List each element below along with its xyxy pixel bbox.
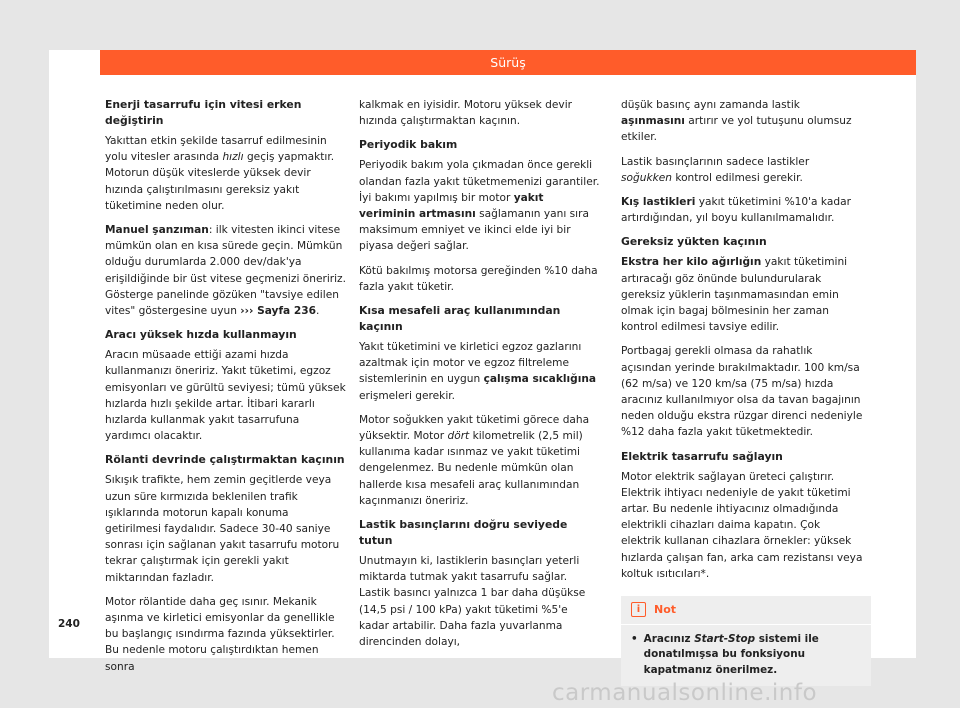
paragraph-manual-gearbox: Manuel şanzıman: ilk vitesten ikinci vitese mümkün olan en kısa sürede geçin. Mümkün olduğu durumlarda 2.000 dev/dak'ya erişildiğinde bir üst vitese geçmenizi öneririz. Gösterge panelinde gözüken "tavsiye edilen vites" göstergesine uyun ››› Sayfa 236. [105, 224, 346, 318]
paragraph-roof-rack: Portbagaj gerekli olmasa da rahatlık açısından yerinde bırakılmaktadır. 100 km/sa (62 m/sa) ve 120 km/sa (75 m/sa) hızda aracınız kullanılmıyor olsa da tavan bagajının neden olduğu ekstra rüzgar direnci nedeniyle %12 daha fazla yakıt tüketmektedir. [621, 345, 863, 439]
paragraph-idle-1: Sıkışık trafikte, hem zemin geçitlerde veya uzun süre kırmızıda beklenilen trafik ışıklarında motorun kapalı konuma getirilmesi faydalıdır. Sadece 30-40 saniye sonrası için sağlanan yakıt tasarrufu motoru tekrar çalıştırmak için gerekli yakıt miktarından fazladır. [105, 474, 340, 584]
heading-high-speed: Aracı yüksek hızda kullanmayın [105, 328, 297, 342]
note-body [621, 625, 871, 687]
column-1 [105, 97, 347, 683]
heading-short-trips: Kısa mesafeli araç kullanımından kaçının [359, 304, 561, 334]
paragraph-short-2: Motor soğukken yakıt tüketimi görece daha yüksektir. Motor dört kilometrelik (2,5 mil) kullanıma kadar ısınmaz ve yakıt tüketimi dengelenmez. Bu nedenle mümkün olan hallerde kısa mesafeli araç kullanımından kaçınmanızı öneririz. [359, 413, 590, 507]
note-box [621, 596, 871, 686]
paragraph-tyre-wear: düşük basınç aynı zamanda lastik aşınmasını artırır ve yol tutuşunu olumsuz etkiler. [621, 99, 852, 144]
paragraph-continuation: kalkmak en iyisidir. Motoru yüksek devir hızında çalıştırmaktan kaçının. [359, 99, 572, 128]
paragraph-high-speed: Aracın müsaade ettiği azami hızda kullanmanızı öneririz. Yakıt tüketimi, egzoz emisyonları ve gürültü seviyesi; tümü yüksek hızlarda hızlı şekilde artar. İtibari kararlı hızlarda kullanmak yakıt tasarrufuna yardımcı olacaktır. [105, 349, 346, 443]
paragraph-idle-2: Motor rölantide daha geç ısınır. Mekanik aşınma ve kirletici emisyonlar da genellikle bu başlangıç ısındırma fazında yüksektirler. Bu nedenle motoru çalıştırdıktan hemen sonra [105, 595, 335, 673]
paragraph-electric: Motor elektrik sağlayan üreteci çalıştırır. Elektrik ihtiyacı nedeniyle de yakıt tüketimi artar. Bu nedenle ihtiyacınız olmadığında elektrikli cihazları daima kapatın. Çok elektrik kullanan cihazlara örnekler: yüksek hızlarda çalışan fan, arka cam rezistansı veya koltuk ısıtıcıları*. [621, 470, 863, 580]
heading-idle: Rölanti devrinde çalıştırmaktan kaçının [105, 453, 345, 467]
paragraph-load: Ekstra her kilo ağırlığın yakıt tüketimini artıracağı göz önünde bulundurularak gereksiz yüklerin taşınmamasından emin olmak için bagaj bölmesinin her zaman kontrol edilmesi tavsiye edilir. [621, 256, 848, 334]
column-3 [621, 97, 863, 686]
paragraph-winter-tyres: Kış lastikleri yakıt tüketimini %10'a kadar artırdığından, yıl boyu kullanılmamalıdır. [621, 196, 851, 225]
heading-unnecessary-load: Gereksiz yükten kaçının [621, 235, 767, 249]
paragraph-cold-tyres: Lastik basınçlarının sadece lastikler soğukken kontrol edilmesi gerekir. [621, 155, 810, 184]
paragraph-short-1: Yakıt tüketimini ve kirletici egzoz gazlarını azaltmak için motor ve egzoz filtreleme sistemlerinin en uygun çalışma sıcaklığına erişmeleri gerekir. [359, 341, 597, 402]
page-reference-link[interactable]: ››› Sayfa 236 [240, 305, 316, 318]
manual-page [49, 50, 916, 676]
heading-electric: Elektrik tasarrufu sağlayın [621, 449, 783, 463]
paragraph-maintenance-1: Periyodik bakım yola çıkmadan önce gerekli olandan fazla yakıt tüketmemenizi garantiler. İyi bakımı yapılmış bir motor yakıt veriminin artmasını sağlamanın yanı sıra maksimum emniyet ve ikinci elde iyi bir piyasa değeri sağlar. [359, 159, 600, 253]
paragraph-early-shift: Yakıttan etkin şekilde tasarruf edilmesinin yolu vitesler arasında hızlı geçiş yapmaktır. Motorun düşük viteslerde yüksek devir hızında çalıştırılmasını gereksiz yakıt tüketimine neden olur. [105, 135, 335, 212]
heading-tyre-pressure: Lastik basınçlarını doğru seviyede tutun [359, 518, 568, 548]
info-icon: i [631, 602, 646, 617]
paragraph-tyre-pressure: Unutmayın ki, lastiklerin basınçları yeterli miktarda tutmak yakıt tasarrufu sağlar. Lastik basıncı yalnızca 1 bar daha düşükse (14,5 psi / 100 kPa) yakıt tüketimi %5'e kadar artabilir. Daha fazla yuvarlanma direncinden dolayı, [359, 555, 586, 649]
heading-maintenance: Periyodik bakım [359, 138, 458, 152]
note-text: Aracınız Start-Stop sistemi ile donatılmışsa bu fonksiyonu kapatmanız önerilmez. [643, 632, 819, 676]
note-header [621, 596, 871, 625]
heading-early-shift: Enerji tasarrufu için vitesi erken değiştirin [105, 98, 302, 127]
column-2 [359, 97, 601, 658]
note-title: Not [654, 603, 677, 617]
section-header: Sürüş [100, 50, 916, 75]
bullet-icon: • [631, 632, 638, 645]
paragraph-maintenance-2: Kötü bakılmış motorsa gereğinden %10 daha fazla yakıt tüketir. [359, 264, 598, 293]
watermark: carmanualsonline.info [552, 680, 818, 706]
page-number: 240 [58, 618, 80, 630]
